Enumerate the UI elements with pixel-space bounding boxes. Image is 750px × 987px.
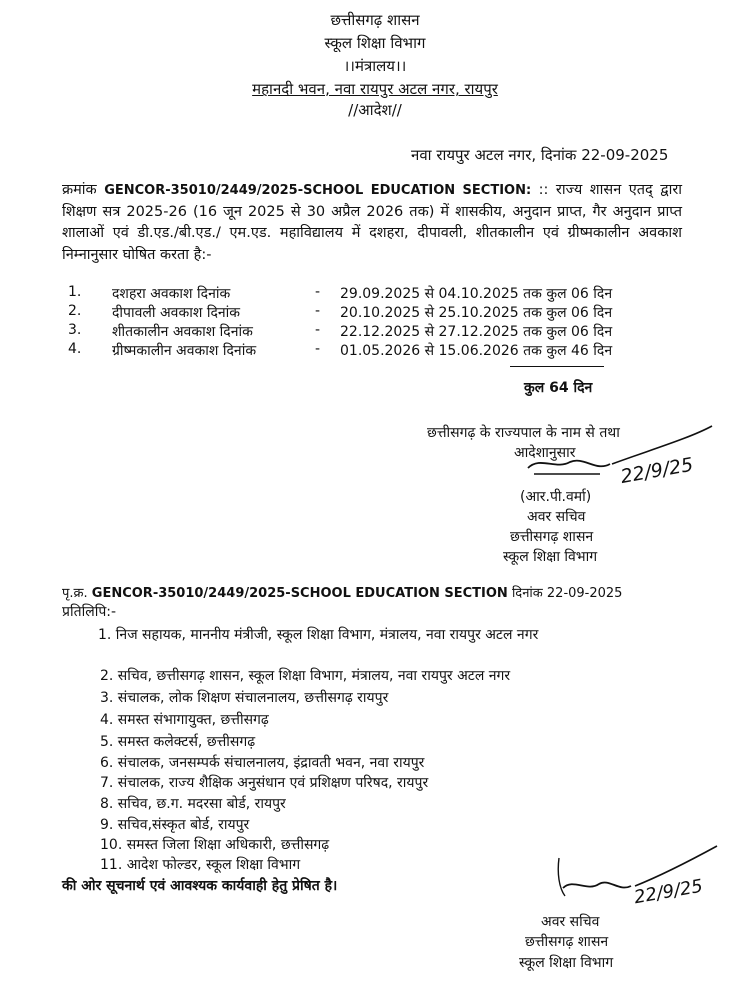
copy-list-item: 11. आदेश फोल्डर, स्कूल शिक्षा विभाग <box>100 857 301 873</box>
holiday-row-dash: - <box>315 341 321 357</box>
endorsement-date: दिनांक 22-09-2025 <box>511 586 623 601</box>
total-divider <box>510 366 604 367</box>
holiday-row-dash: - <box>315 322 321 338</box>
signatory-designation-2: अवर सचिव <box>541 914 600 930</box>
holiday-row-label: शीतकालीन अवकाश दिनांक <box>112 324 253 340</box>
signatory-govt: छत्तीसगढ़ शासन <box>510 529 594 545</box>
holiday-row-dash: - <box>315 303 321 319</box>
holiday-row-dash: - <box>315 284 321 300</box>
order-paragraph <box>62 180 682 266</box>
copy-list-item: 10. समस्त जिला शिक्षा अधिकारी, छत्तीसगढ़ <box>100 837 330 853</box>
holiday-row-label: दशहरा अवकाश दिनांक <box>112 286 231 302</box>
order-text: :: राज्य शासन एतद् द्वारा शिक्षण सत्र 2025-26 (16 जून 2025 से 30 अप्रैल 2026 तक) में शासकीय, अनुदान प्राप्त, गैर अनुदान प्राप्त शालाओं एवं डी.एड./बी.एड./ एम.एड. महाविद्यालय में दशहरा, दीपावली, शीतकालीन एवं ग्रीष्मकालीन अवकाश निम्नानुसार घोषित करता है:- <box>62 182 683 263</box>
holiday-row-period: 22.12.2025 से 27.12.2025 तक कुल 06 दिन <box>340 324 613 340</box>
svg-text:22/9/25: 22/9/25 <box>632 875 705 909</box>
signatory-department: स्कूल शिक्षा विभाग <box>503 549 598 565</box>
header-department: स्कूल शिक्षा विभाग <box>324 34 426 52</box>
forwarding-note: की ओर सूचनार्थ एवं आवश्यक कार्यवाही हेतु प्रेषित है। <box>62 878 338 894</box>
holiday-row-number: 4. <box>68 341 82 357</box>
holiday-row-label: दीपावली अवकाश दिनांक <box>112 305 241 321</box>
holiday-row-period: 29.09.2025 से 04.10.2025 तक कुल 06 दिन <box>340 286 613 302</box>
copy-list-item: 1. निज सहायक, माननीय मंत्रीजी, स्कूल शिक्षा विभाग, मंत्रालय, नवा रायपुर अटल नगर <box>98 627 539 643</box>
copy-list-item: 8. सचिव, छ.ग. मदरसा बोर्ड, रायपुर <box>100 796 286 812</box>
endorsement-prefix: पृ.क्र. <box>62 586 88 601</box>
holiday-row-number: 3. <box>68 322 82 338</box>
header-order-title: //आदेश// <box>348 101 402 119</box>
order-number-label: क्रमांक <box>62 182 97 198</box>
total-days: कुल 64 दिन <box>524 380 593 396</box>
copy-to-label: प्रतिलिपि:- <box>62 604 117 620</box>
signatory-govt-2: छत्तीसगढ़ शासन <box>525 934 609 950</box>
signature-scribble-2 <box>545 838 735 918</box>
signature-order-line: आदेशानुसार <box>514 445 576 461</box>
header-ministry: ।।मंत्रालय।। <box>343 57 407 75</box>
holiday-row-number: 1. <box>68 284 82 300</box>
copy-list-item: 7. संचालक, राज्य शैक्षिक अनुसंधान एवं प्रशिक्षण परिषद, रायपुर <box>100 775 429 791</box>
holiday-row-number: 2. <box>68 303 82 319</box>
place-date: नवा रायपुर अटल नगर, दिनांक 22-09-2025 <box>411 146 669 164</box>
copy-list-item: 5. समस्त कलेक्टर्स, छत्तीसगढ़ <box>100 734 256 750</box>
copy-list-item: 2. सचिव, छत्तीसगढ़ शासन, स्कूल शिक्षा विभाग, मंत्रालय, नवा रायपुर अटल नगर <box>100 668 511 684</box>
header-govt: छत्तीसगढ़ शासन <box>330 11 420 29</box>
endorsement-number: GENCOR-35010/2449/2025-SCHOOL EDUCATION SECTION <box>91 586 508 601</box>
signatory-department-2: स्कूल शिक्षा विभाग <box>519 955 614 971</box>
holiday-row-period: 01.05.2026 से 15.06.2026 तक कुल 46 दिन <box>340 343 613 359</box>
order-number: GENCOR-35010/2449/2025-SCHOOL EDUCATION SECTION: <box>104 183 532 198</box>
endorsement-line <box>62 583 622 601</box>
signatory-name: (आर.पी.वर्मा) <box>520 489 592 505</box>
signatory-designation: अवर सचिव <box>527 509 586 525</box>
holiday-row-period: 20.10.2025 से 25.10.2025 तक कुल 06 दिन <box>340 305 613 321</box>
copy-list-item: 3. संचालक, लोक शिक्षण संचालनालय, छत्तीसगढ़ रायपुर <box>100 690 389 706</box>
header-address: महानदी भवन, नवा रायपुर अटल नगर, रायपुर <box>252 80 498 98</box>
copy-list-item: 4. समस्त संभागायुक्त, छत्तीसगढ़ <box>100 712 269 728</box>
copy-list-item: 6. संचालक, जनसम्पर्क संचालनालय, इंद्रावती भवन, नवा रायपुर <box>100 755 425 771</box>
svg-text:22/9/25: 22/9/25 <box>618 453 695 489</box>
copy-list-item: 9. सचिव,संस्कृत बोर्ड, रायपुर <box>100 817 250 833</box>
holiday-row-label: ग्रीष्मकालीन अवकाश दिनांक <box>112 343 257 359</box>
signature-authority-line: छत्तीसगढ़ के राज्यपाल के नाम से तथा <box>427 425 620 441</box>
